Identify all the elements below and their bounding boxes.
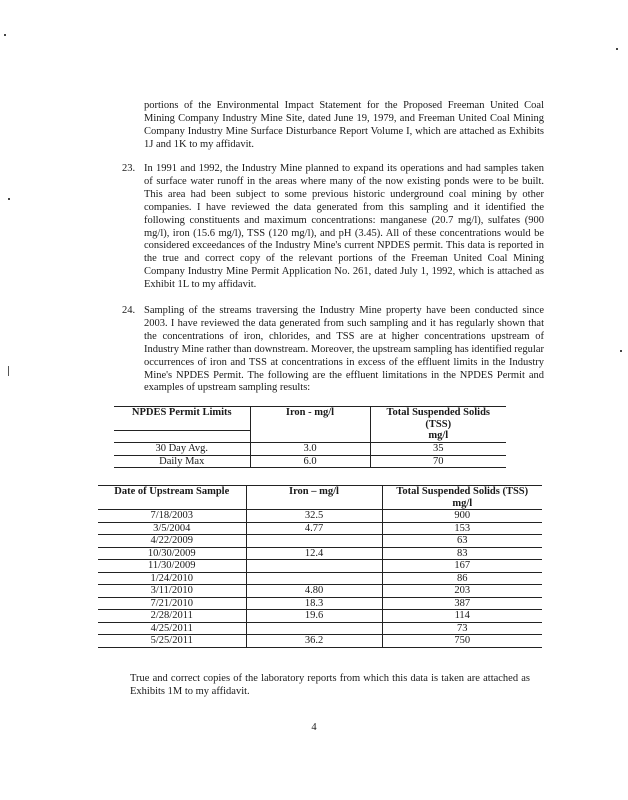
table-row — [98, 635, 542, 648]
iron-value: 6.0 — [250, 455, 370, 468]
tss-value: 73 — [382, 622, 542, 635]
iron-value — [246, 622, 382, 635]
tss-value: 83 — [382, 547, 542, 560]
upstream-samples-table — [98, 485, 542, 648]
table-row — [98, 610, 542, 623]
sample-date: 3/5/2004 — [98, 522, 246, 535]
column-header-tss: Total Suspended Solids (TSS) — [382, 486, 542, 498]
scan-speck — [620, 350, 622, 352]
iron-value: 3.0 — [250, 443, 370, 456]
column-header-limits: NPDES Permit Limits — [114, 407, 250, 431]
iron-value — [246, 560, 382, 573]
table-header-row — [114, 407, 506, 431]
npdes-limits-table — [114, 406, 506, 468]
tss-value: 203 — [382, 585, 542, 598]
table-row — [98, 522, 542, 535]
sample-date: 11/30/2009 — [98, 560, 246, 573]
tss-value: 387 — [382, 597, 542, 610]
tss-value: 35 — [370, 443, 506, 456]
table-header-row — [98, 486, 542, 498]
scan-speck — [4, 34, 6, 36]
iron-value: 4.80 — [246, 585, 382, 598]
table-row — [98, 510, 542, 523]
sample-date: 2/28/2011 — [98, 610, 246, 623]
limit-label: Daily Max — [114, 455, 250, 468]
column-header-iron: Iron - mg/l — [250, 407, 370, 431]
table-row — [98, 597, 542, 610]
sample-date: 1/24/2010 — [98, 572, 246, 585]
column-header-tss-unit: mg/l — [382, 498, 542, 510]
table-row — [98, 560, 542, 573]
limit-label: 30 Day Avg. — [114, 443, 250, 456]
column-header-tss-unit: mg/l — [370, 430, 506, 443]
table-row — [114, 455, 506, 468]
sample-date: 10/30/2009 — [98, 547, 246, 560]
scan-speck — [8, 198, 10, 200]
tss-value: 86 — [382, 572, 542, 585]
iron-value — [246, 535, 382, 548]
table-header-unit-row — [114, 430, 506, 443]
paragraph-23-number: 23. — [122, 163, 136, 174]
table-row — [98, 535, 542, 548]
tss-value: 900 — [382, 510, 542, 523]
paragraph-24-number: 24. — [122, 305, 136, 316]
table-row — [98, 585, 542, 598]
table-header-unit-row — [98, 498, 542, 510]
table-row — [98, 547, 542, 560]
sample-date: 4/22/2009 — [98, 535, 246, 548]
tss-value: 153 — [382, 522, 542, 535]
table-row — [98, 622, 542, 635]
iron-value: 36.2 — [246, 635, 382, 648]
closing-paragraph: True and correct copies of the laboratory reports from which this data is taken are attached as Exhibits 1M to my affidavit. — [130, 673, 530, 697]
tss-value: 63 — [382, 535, 542, 548]
iron-value: 32.5 — [246, 510, 382, 523]
iron-value: 18.3 — [246, 597, 382, 610]
iron-value: 19.6 — [246, 610, 382, 623]
column-header-iron: Iron – mg/l — [246, 486, 382, 498]
tss-value: 167 — [382, 560, 542, 573]
table-row — [114, 443, 506, 456]
sample-date: 4/25/2011 — [98, 622, 246, 635]
sample-date: 7/18/2003 — [98, 510, 246, 523]
tss-value: 750 — [382, 635, 542, 648]
sample-date: 3/11/2010 — [98, 585, 246, 598]
column-header-tss: Total Suspended Solids (TSS) — [370, 407, 506, 431]
page-number: 4 — [311, 722, 317, 733]
iron-value: 4.77 — [246, 522, 382, 535]
paragraph-23-text: In 1991 and 1992, the Industry Mine planned to expand its operations and had samples taken of surface water runoff in the areas where many of the now existing ponds were to be built. This area had been subject to some previous historic underground coal mining by other companies. I have reviewed the data generated from this sampling and it identified the following constituents and maximum concentrations: manganese (20.7 mg/l), sulfates (900 mg/l), iron (15.6 mg/l), TSS (120 mg/l), and pH (3.45). All of these concentrations would be considered exceedances of the Industry Mine's current NPDES permit. This data is reported in the true and correct copy of the relevant portions of the Freeman United Coal Mining Company Industry Mine Permit Application No. 261, dated July 1, 1992, which is attached as Exhibit 1L to my affidavit. — [144, 163, 544, 291]
table-row — [98, 572, 542, 585]
paragraph-24-text: Sampling of the streams traversing the Industry Mine property have been conducted since 2003. I have reviewed the data generated from such sampling and it has regularly shown that the concentrations of iron, chlorides, and TSS are at higher concentrations upstream of Industry Mine rather than downstream. Moreover, the upstream sampling has identified regular occurrences of iron and TSS at concentrations in excess of the effluent limits in the Industry Mine's NPDES Permit. The following are the effluent limitations in the NPDES Permit and examples of upstream sampling results: — [144, 305, 544, 394]
column-header-date: Date of Upstream Sample — [98, 486, 246, 498]
iron-value: 12.4 — [246, 547, 382, 560]
intro-paragraph: portions of the Environmental Impact Statement for the Proposed Freeman United Coal Mining Company Industry Mine Site, dated June 19, 1979, and Freeman United Coal Mining Company Industry Mine Surface Disturbance Report Volume I, which are attached as Exhibits 1J and 1K to my affidavit. — [144, 100, 544, 150]
tss-value: 70 — [370, 455, 506, 468]
tss-value: 114 — [382, 610, 542, 623]
sample-date: 5/25/2011 — [98, 635, 246, 648]
scan-speck — [616, 48, 618, 50]
scan-mark — [8, 366, 9, 376]
sample-date: 7/21/2010 — [98, 597, 246, 610]
iron-value — [246, 572, 382, 585]
